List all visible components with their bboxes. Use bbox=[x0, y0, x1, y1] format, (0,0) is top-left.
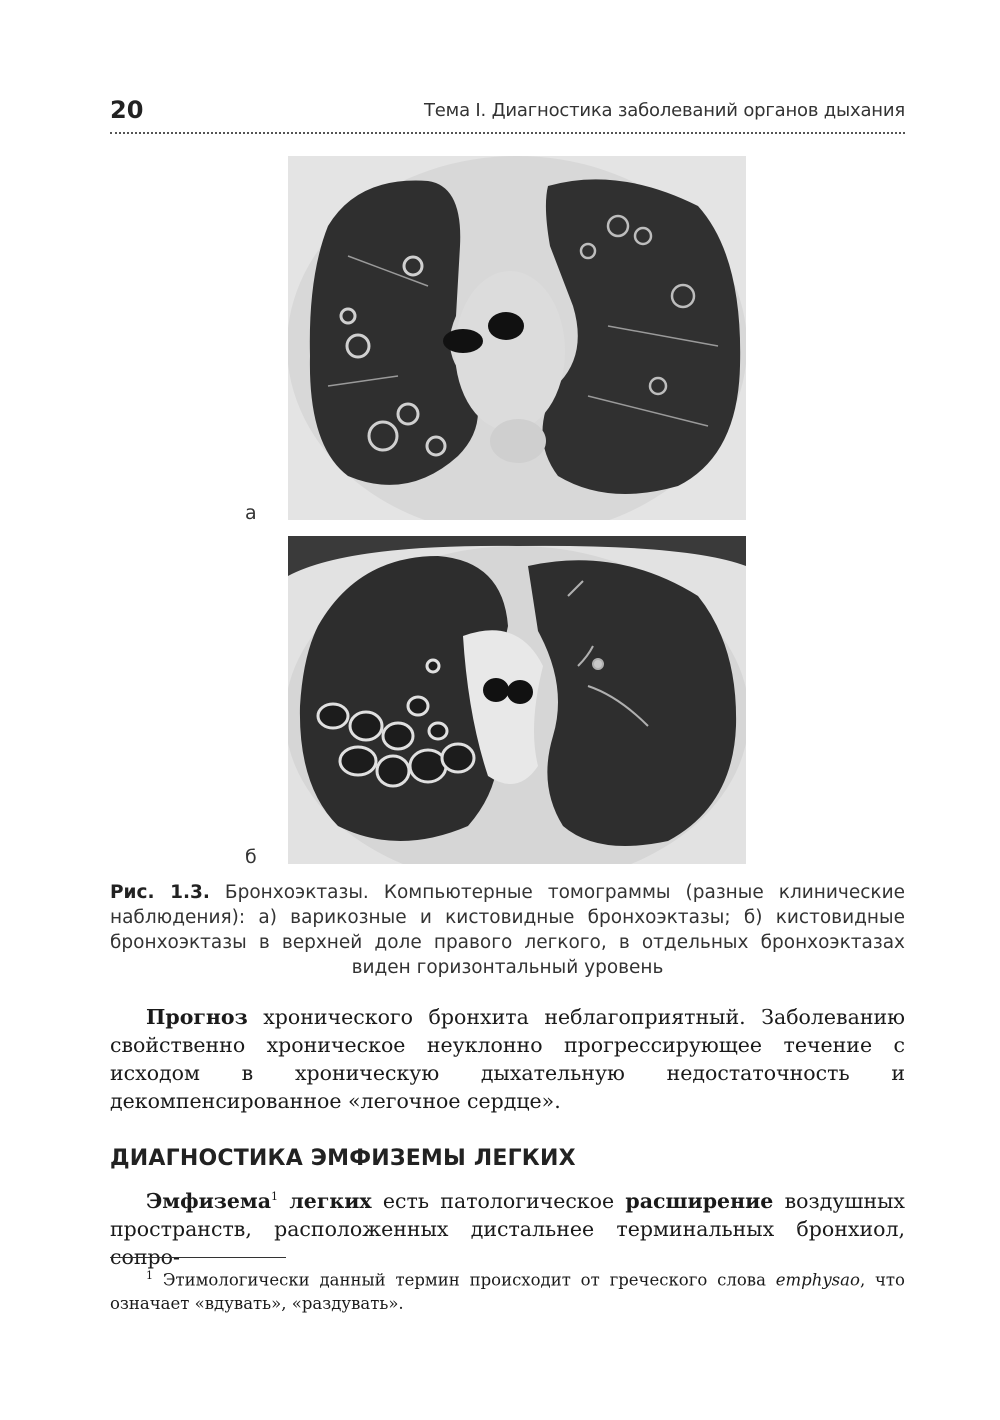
footnote-rule bbox=[110, 1257, 286, 1258]
page-header bbox=[110, 96, 905, 136]
footnote-text1: Этимологически данный термин происходит от греческого слова bbox=[153, 1270, 776, 1290]
footnote-ref: 1 bbox=[271, 1190, 279, 1203]
footnote-italic: emphysao bbox=[775, 1270, 860, 1290]
paragraph2-bold1: Эмфизема bbox=[146, 1188, 272, 1213]
header-dotted-rule bbox=[110, 132, 905, 134]
ct-image-a bbox=[288, 156, 746, 520]
caption-text: Бронхоэктазы. Компьютерные томограммы (разные клинические наблюдения): а) варикозные и кистовидные бронхоэктазы; б) кистовидные бронхоэктазы в верхней доле правого легкого, в отдельных бронхоэктазах виден горизонтальный уровень bbox=[110, 882, 905, 978]
paragraph2-bold2: легких bbox=[289, 1188, 372, 1213]
footnote-number: 1 bbox=[146, 1269, 153, 1282]
ct-image-b bbox=[288, 536, 746, 864]
running-title: Тема I. Диагностика заболеваний органов дыхания bbox=[424, 100, 905, 121]
figure-caption bbox=[110, 880, 905, 980]
panel-b-label: б bbox=[245, 846, 257, 868]
paragraph2-text2: воздушных пространств, расположенных дистальнее терминальных бронхиол, сопро- bbox=[110, 1188, 905, 1269]
panel-a-label: а bbox=[245, 502, 257, 524]
footnote bbox=[110, 1264, 905, 1315]
paragraph1-text: хронического бронхита неблагоприятный. Заболеванию свойственно хроническое неуклонно прогрессирующее течение с исходом в хроническую дыхательную недостаточность и декомпенсированное «легочное сердце». bbox=[110, 1005, 905, 1113]
paragraph1-bold: Прогноз bbox=[146, 1005, 248, 1029]
paragraph-prognosis bbox=[110, 1003, 905, 1115]
caption-label: Рис. 1.3. bbox=[110, 882, 210, 903]
page-number: 20 bbox=[110, 96, 144, 124]
footnote-text2: , что означает «вдувать», «раздувать». bbox=[110, 1270, 905, 1313]
paragraph2-bold3: расширение bbox=[625, 1188, 774, 1213]
paragraph2-text1: есть патологическое bbox=[371, 1188, 626, 1213]
section-heading: ДИАГНОСТИКА ЭМФИЗЕМЫ ЛЕГКИХ bbox=[110, 1146, 576, 1171]
